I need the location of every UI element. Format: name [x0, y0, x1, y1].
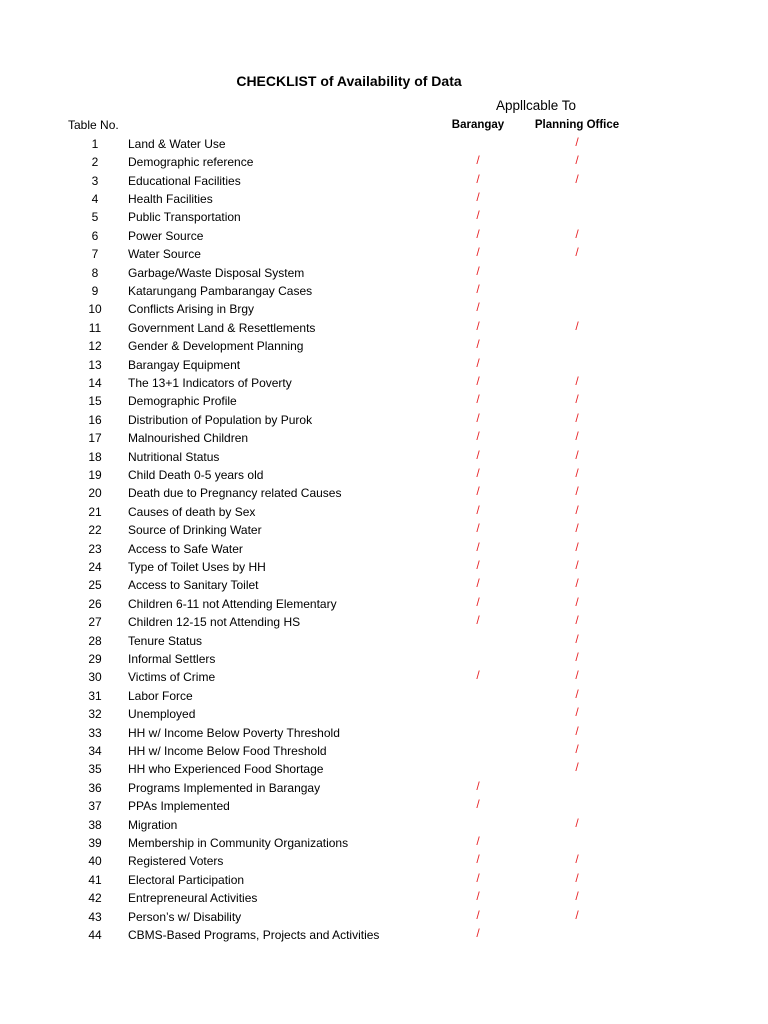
planning-office-mark: /: [575, 907, 579, 922]
planning-office-mark: /: [575, 668, 579, 683]
table-row: [0, 668, 768, 686]
table-number: 40: [88, 854, 102, 869]
barangay-mark: /: [476, 797, 480, 812]
table-number: 25: [88, 578, 102, 593]
data-item-label: Public Transportation: [128, 210, 241, 225]
data-item-label: Victims of Crime: [128, 670, 216, 685]
table-number: 19: [88, 468, 102, 482]
barangay-mark: /: [476, 834, 480, 848]
applicable-to-header: Appllcable To: [495, 98, 577, 113]
planning-office-mark: /: [575, 650, 579, 664]
barangay-mark: /: [476, 926, 480, 940]
data-item-label: Gender & Development Planning: [128, 339, 304, 354]
data-item-label: Power Source: [128, 228, 204, 243]
table-number: 23: [88, 541, 102, 556]
barangay-mark: /: [476, 410, 480, 425]
data-item-label: Access to Safe Water: [128, 541, 243, 556]
barangay-mark: /: [476, 226, 480, 241]
table-number: 21: [88, 504, 102, 519]
data-item-label: Nutritional Status: [128, 449, 220, 464]
data-item-label: Entrepreneural Activities: [128, 891, 258, 906]
table-number: 1: [91, 136, 99, 151]
planning-office-mark: /: [575, 171, 579, 186]
table-row: [0, 558, 768, 576]
table-row: [0, 871, 768, 889]
planning-office-mark: /: [575, 705, 579, 720]
data-item-label: Water Source: [128, 247, 201, 262]
data-item-label: Health Facilities: [128, 192, 213, 206]
planning-office-mark: /: [575, 539, 579, 554]
planning-office-mark: /: [575, 723, 579, 738]
barangay-mark: /: [476, 171, 480, 186]
data-item-label: Malnourished Children: [128, 431, 249, 446]
table-row: [0, 908, 768, 926]
table-number: 20: [88, 486, 102, 501]
barangay-mark: /: [476, 576, 480, 591]
data-item-label: Distribution of Population by Purok: [128, 412, 313, 427]
table-row: [0, 760, 768, 778]
table-row: [0, 135, 768, 153]
planning-office-mark: /: [575, 447, 579, 462]
planning-office-mark: /: [575, 760, 579, 775]
table-number: 11: [88, 320, 102, 335]
barangay-mark: /: [476, 484, 480, 499]
data-item-label: Demographic reference: [128, 155, 254, 170]
table-number: 30: [88, 670, 102, 685]
barangay-mark: /: [476, 208, 480, 223]
table-row: [0, 650, 768, 668]
data-item-label: Children 12-15 not Attending HS: [128, 615, 301, 630]
table-row: [0, 926, 768, 944]
data-item-label: Membership in Community Organizations: [128, 836, 349, 850]
planning-office-mark: /: [575, 410, 579, 425]
table-no-header: Table No.: [68, 118, 119, 132]
table-row: [0, 705, 768, 723]
table-number: 9: [91, 284, 99, 298]
table-row: [0, 300, 768, 318]
table-number: 28: [88, 633, 102, 648]
data-item-label: Labor Force: [128, 688, 193, 703]
planning-office-mark: /: [575, 889, 579, 904]
barangay-mark: /: [476, 263, 480, 278]
table-row: [0, 466, 768, 484]
table-row: [0, 852, 768, 870]
planning-office-mark: /: [575, 594, 579, 609]
data-item-label: Informal Settlers: [128, 652, 216, 666]
table-number: 31: [88, 688, 102, 703]
table-row: [0, 724, 768, 742]
table-number: 35: [88, 762, 102, 777]
table-row: [0, 153, 768, 171]
barangay-mark: /: [476, 852, 480, 867]
barangay-mark: /: [476, 778, 480, 793]
barangay-mark: /: [476, 245, 480, 260]
data-item-label: Katarungang Pambarangay Cases: [128, 284, 313, 298]
data-item-label: Unemployed: [128, 707, 196, 722]
data-item-label: Type of Toilet Uses by HH: [128, 560, 266, 574]
table-number: 44: [88, 928, 102, 942]
table-row: [0, 540, 768, 558]
planning-office-mark: /: [575, 852, 579, 867]
planning-office-mark: /: [575, 484, 579, 499]
data-item-label: Educational Facilities: [128, 173, 241, 188]
data-item-label: Garbage/Waste Disposal System: [128, 265, 305, 280]
table-row: [0, 208, 768, 226]
barangay-mark: /: [476, 282, 480, 296]
table-row: [0, 356, 768, 374]
table-number: 29: [88, 652, 102, 666]
barangay-mark: /: [476, 668, 480, 683]
data-item-label: Conflicts Arising in Brgy: [128, 302, 255, 317]
table-row: [0, 889, 768, 907]
table-row: [0, 392, 768, 410]
table-row: [0, 503, 768, 521]
table-number: 37: [88, 799, 102, 814]
planning-office-mark: /: [575, 815, 579, 830]
barangay-mark: /: [476, 502, 480, 517]
barangay-mark: /: [476, 594, 480, 609]
table-number: 12: [88, 339, 102, 354]
barangay-mark: /: [476, 613, 480, 628]
table-number: 7: [91, 247, 99, 262]
data-item-label: Child Death 0-5 years old: [128, 468, 264, 482]
planning-office-mark: /: [575, 392, 579, 407]
table-number: 8: [91, 265, 99, 280]
data-item-label: The 13+1 Indicators of Poverty: [128, 376, 292, 390]
data-item-label: HH w/ Income Below Poverty Threshold: [128, 725, 340, 740]
table-row: [0, 797, 768, 815]
table-number: 18: [88, 449, 102, 464]
planning-office-mark: /: [575, 153, 579, 168]
data-item-label: Source of Drinking Water: [128, 523, 262, 538]
planning-office-mark: /: [575, 374, 579, 388]
table-number: 36: [88, 780, 102, 795]
data-item-label: CBMS-Based Programs, Projects and Activities: [128, 928, 380, 942]
barangay-mark: /: [476, 466, 480, 480]
table-number: 43: [88, 909, 102, 924]
planning-office-mark: /: [575, 576, 579, 591]
data-item-label: Demographic Profile: [128, 394, 237, 409]
planning-office-header: Planning Office: [534, 119, 620, 131]
table-row: [0, 282, 768, 300]
data-item-label: Death due to Pregnancy related Causes: [128, 486, 342, 501]
table-row: [0, 595, 768, 613]
barangay-mark: /: [476, 318, 480, 333]
table-number: 38: [88, 817, 102, 832]
table-number: 13: [88, 357, 102, 372]
data-item-label: Access to Sanitary Toilet: [128, 578, 259, 593]
table-number: 24: [88, 560, 102, 574]
planning-office-mark: /: [575, 558, 579, 572]
data-item-label: HH who Experienced Food Shortage: [128, 762, 324, 777]
planning-office-mark: /: [575, 613, 579, 628]
table-row: [0, 484, 768, 502]
table-number: 39: [88, 836, 102, 850]
data-item-label: Tenure Status: [128, 633, 203, 648]
data-item-label: Registered Voters: [128, 854, 224, 869]
table-number: 32: [88, 707, 102, 722]
table-number: 6: [91, 228, 99, 243]
planning-office-mark: /: [575, 521, 579, 536]
data-item-label: Electoral Participation: [128, 872, 245, 887]
table-number: 33: [88, 725, 102, 740]
data-item-label: Children 6-11 not Attending Elementary: [128, 596, 337, 611]
data-item-label: HH w/ Income Below Food Threshold: [128, 744, 327, 758]
table-row: [0, 632, 768, 650]
table-number: 42: [88, 891, 102, 906]
table-number: 2: [91, 155, 99, 170]
table-row: [0, 742, 768, 760]
table-row: [0, 227, 768, 245]
page-title: CHECKLIST of Availability of Data: [236, 73, 462, 89]
table-row: [0, 264, 768, 282]
table-number: 3: [91, 173, 99, 188]
table-row: [0, 576, 768, 594]
table-number: 22: [88, 523, 102, 538]
planning-office-mark: /: [575, 318, 579, 333]
table-number: 27: [88, 615, 102, 630]
table-row: [0, 190, 768, 208]
barangay-header: Barangay: [451, 119, 505, 131]
table-row: [0, 429, 768, 447]
data-item-label: Barangay Equipment: [128, 357, 241, 372]
barangay-mark: /: [476, 337, 480, 352]
data-item-label: PPAs Implemented: [128, 799, 230, 814]
table-number: 34: [88, 744, 102, 758]
barangay-mark: /: [476, 392, 480, 407]
barangay-mark: /: [476, 153, 480, 168]
table-number: 26: [88, 596, 102, 611]
table-row: [0, 374, 768, 392]
data-item-label: Migration: [128, 817, 178, 832]
planning-office-mark: /: [575, 631, 579, 646]
table-number: 41: [88, 872, 102, 887]
barangay-mark: /: [476, 521, 480, 536]
table-row: [0, 172, 768, 190]
table-row: [0, 834, 768, 852]
barangay-mark: /: [476, 447, 480, 462]
table-row: [0, 319, 768, 337]
barangay-mark: /: [476, 190, 480, 204]
planning-office-mark: /: [575, 226, 579, 241]
data-item-label: Programs Implemented in Barangay: [128, 780, 321, 795]
table-number: 14: [88, 376, 102, 390]
table-row: [0, 411, 768, 429]
barangay-mark: /: [476, 870, 480, 885]
barangay-mark: /: [476, 889, 480, 904]
planning-office-mark: /: [575, 686, 579, 701]
barangay-mark: /: [476, 539, 480, 554]
table-number: 5: [91, 210, 99, 225]
table-row: [0, 245, 768, 263]
planning-office-mark: /: [575, 502, 579, 517]
table-row: [0, 521, 768, 539]
table-row: [0, 337, 768, 355]
data-item-label: Causes of death by Sex: [128, 504, 256, 519]
table-number: 16: [88, 412, 102, 427]
planning-office-mark: /: [575, 429, 579, 444]
table-number: 4: [91, 192, 99, 206]
planning-office-mark: /: [575, 245, 579, 260]
barangay-mark: /: [476, 300, 480, 315]
table-row: [0, 779, 768, 797]
barangay-mark: /: [476, 429, 480, 444]
planning-office-mark: /: [575, 134, 579, 149]
table-number: 10: [88, 302, 102, 317]
table-number: 15: [88, 394, 102, 409]
table-row: [0, 816, 768, 834]
data-item-label: Government Land & Resettlements: [128, 320, 316, 335]
table-row: [0, 448, 768, 466]
table-row: [0, 613, 768, 631]
barangay-mark: /: [476, 355, 480, 370]
barangay-mark: /: [476, 558, 480, 572]
data-item-label: Person’s w/ Disability: [128, 909, 242, 924]
barangay-mark: /: [476, 907, 480, 922]
data-item-label: Land & Water Use: [128, 136, 226, 151]
table-number: 17: [88, 431, 102, 446]
barangay-mark: /: [476, 374, 480, 388]
planning-office-mark: /: [575, 742, 579, 756]
planning-office-mark: /: [575, 466, 579, 480]
planning-office-mark: /: [575, 870, 579, 885]
table-row: [0, 687, 768, 705]
